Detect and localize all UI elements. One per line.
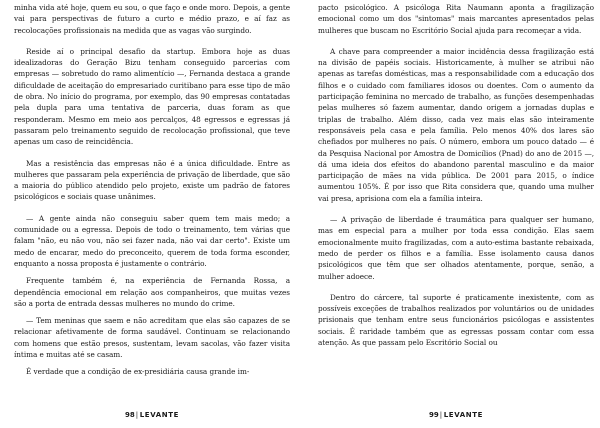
page-number: 98 [125, 411, 135, 419]
left-page-body [14, 2, 290, 378]
quote-paragraph: — Tem meninas que saem e não acreditam que elas são capazes de se relacionar afetivamente de forma saudável. Continuam se relacionando com homens que estão presos, sustentam, levam sacolas, vão fazer visita íntima e muitas até se casam. [14, 316, 290, 360]
paragraph: Mas a resistência das empresas não é a única dificuldade. Entre as mulheres que passaram pela experiência de privação de liberdade, que são a maioria do público atendido pelo projeto, existe um padrão de fatores psicológicos e sociais quase unânimes. [14, 158, 290, 202]
paragraph: Frequente também é, na experiência de Fernanda Rossa, a dependência emocional em relação aos companheiros, que muitas vezes são a porta de entrada dessas mulheres no mundo do crime. [14, 276, 290, 308]
folio-title: LEVANTE [139, 411, 179, 419]
right-page-body [318, 2, 594, 348]
paragraph: Reside aí o principal desafio da startup. Embora hoje as duas idealizadoras do Geração Bizu tenham conseguido parcerias com empresas — sobretudo do ramo alimentício —, Fernanda destaca a grande dificuldade de aceitação do empresariado curitibano para esse tipo de mão de obra. No início do programa, por exemplo, das 90 empresas contatadas pela dupla para uma tentativa de parceria, duas foram as que responderam. Mesmo em meio aos percalços, 48 egressos e egressas já passaram pelo treinamento seguido de recolocação profissional, que teve apenas um caso de reincidência. [14, 46, 290, 147]
paragraph: minha vida até hoje, quem eu sou, o que faço e onde moro. Depois, a gente vai para perspectivas de futuro a curto e médio prazo, e aí faz as recolocações profissionais na medida que as vagas vão surgindo. [14, 3, 290, 35]
quote-paragraph: — A privação de liberdade é traumática para qualquer ser humano, mas em especial para a mulher por toda essa condição. Elas saem emocionalmente muito fragilizadas, com a auto-estima bastante rebaixada, medo de perder os filhos e a família. Esse isolamento causa danos psicológicos que têm que ser olhados atentamente, porque, senão, a mulher adoece. [318, 215, 594, 281]
paragraph: A chave para compreender a maior incidência dessa fragilização está na divisão de papéis sociais. Historicamente, à mulher se atribui não apenas as tarefas domésticas, mas a responsabilidade com a educação dos filhos e o cuidado com familiares idosos ou doentes. Com o aumento da participação feminina no mercado de trabalho, as funções desempenhadas pelas mulheres só fazem aumentar, dando origem a jornadas duplas e triplas de trabalho. Além disso, cada vez mais elas são inteiramente responsáveis pela casa e pela família. Pelo menos 40% dos lares são chefiados por mulheres no país. O número, embora um pouco datado — é da Pesquisa Nacional por Amostra de Domicílios (Pnad) do ano de 2015 —, dá uma ideia dos efeitos do abandono parental masculino e da maior participação de mães na vida pública. De 2001 para 2015, o índice aumentou 105%. É por isso que Rita considera que, quando uma mulher vai presa, aprisiona com ela a família inteira. [318, 46, 594, 203]
folio-title: LEVANTE [443, 411, 483, 419]
paragraph: É verdade que a condição de ex-presidiária causa grande im- [26, 367, 250, 377]
quote-paragraph: — A gente ainda não conseguiu saber quem tem mais medo; a comunidade ou a egressa. Depois de todo o treinamento, tem várias que falam "não, eu não vou, não sei fazer nada, não vai dar certo". Existe um medo de encarar, medo do preconceito, querem de toda forma esconder, enquanto a nossa proposta é justamente o contrário. [14, 213, 290, 268]
page-folio: 99|LEVANTE [318, 410, 594, 421]
left-page [14, 0, 290, 428]
right-page [318, 0, 594, 428]
paragraph: pacto psicológico. A psicóloga Rita Naumann aponta a fragilização emocional como um dos "sintomas" mais marcantes apresentados pelas mulheres que buscam no Escritório Social ajuda para recomeçar a vida. [318, 3, 594, 35]
page-folio: 98|LEVANTE [14, 410, 290, 421]
paragraph: Dentro do cárcere, tal suporte é praticamente inexistente, com as possíveis exceções de trabalhos realizados por voluntários ou de unidades prisionais que tenham entre seus funcionários psicólogas e assistentes sociais. É raridade também que as egressas possam contar com essa atenção. As que passam pelo Escritório Social ou [318, 292, 594, 348]
page-number: 99 [429, 411, 439, 419]
